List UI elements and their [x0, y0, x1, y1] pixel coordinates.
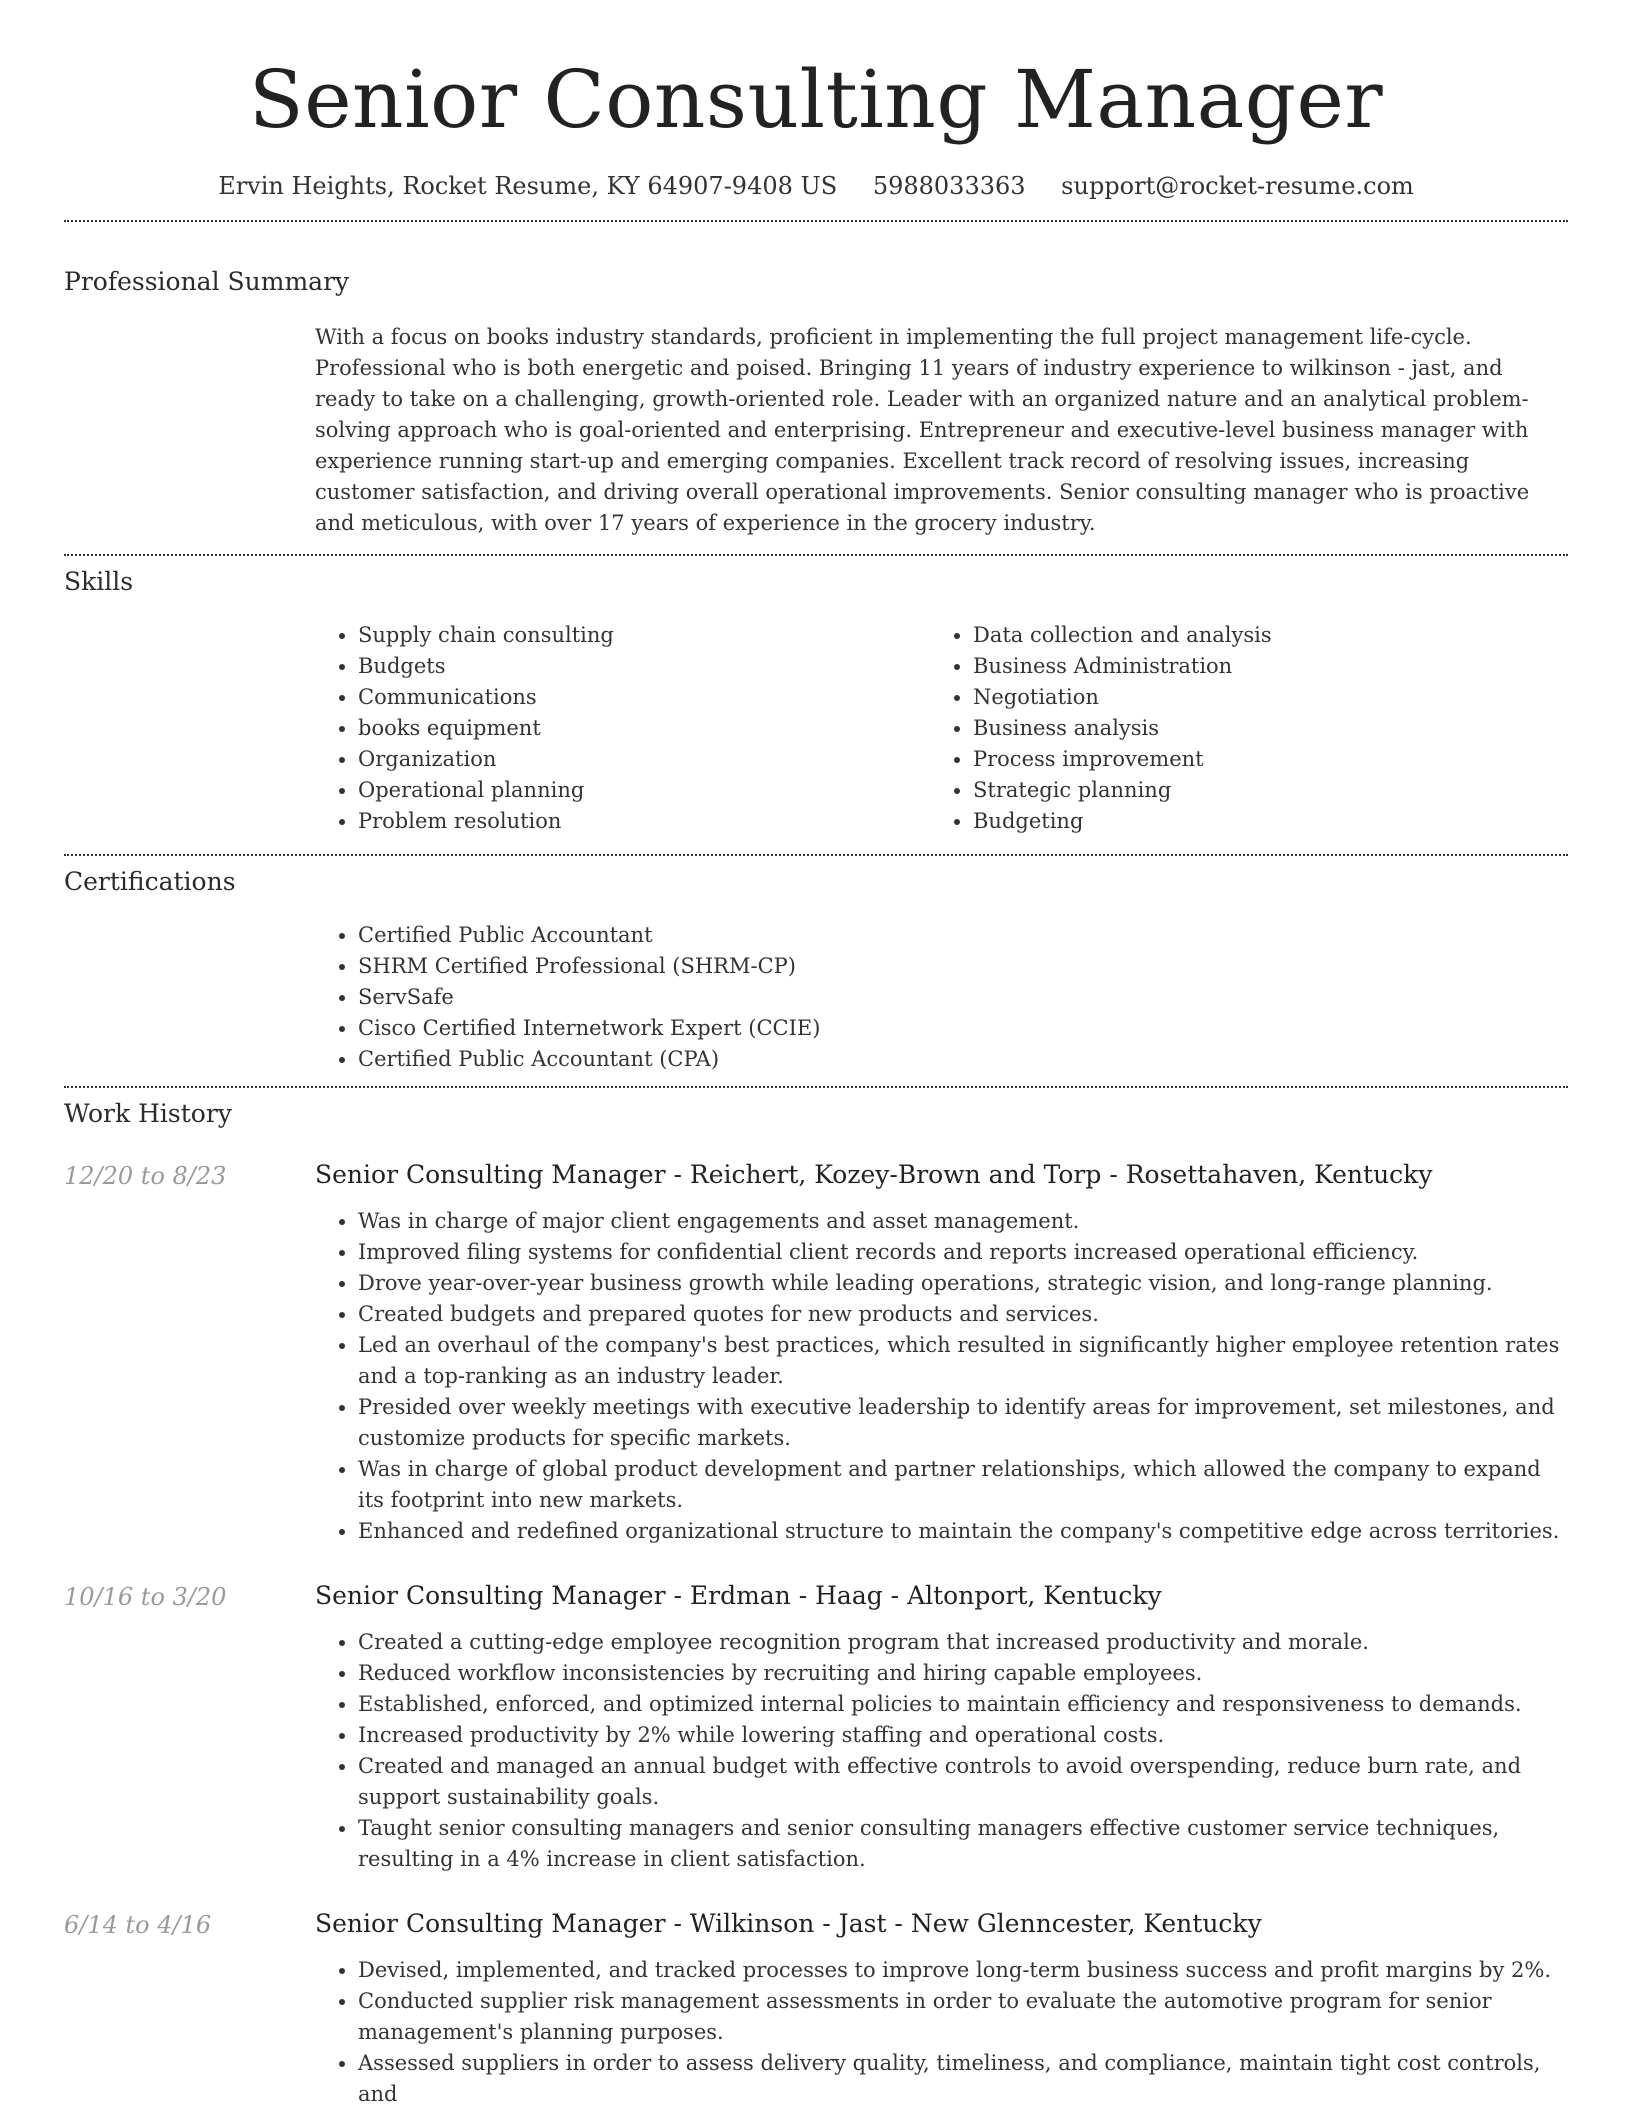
job-title: Senior Consulting Manager - Wilkinson - Jast - New Glenncester, Kentucky — [315, 1909, 1262, 1938]
contact-address: Ervin Heights, Rocket Resume, KY 64907-9408 US — [218, 172, 838, 200]
job-bullet: • Drove year-over-year business growth while leading operations, strategic vision, and long-range planning. — [358, 1268, 1568, 1299]
skills-heading: Skills — [64, 567, 134, 596]
job-bullets — [315, 1627, 1568, 1875]
job-title: Senior Consulting Manager - Erdman - Haag - Altonport, Kentucky — [315, 1581, 1162, 1610]
job-bullets-wrap — [315, 1955, 1568, 2110]
job-bullet: • Established, enforced, and optimized internal policies to maintain efficiency and responsiveness to demands. — [358, 1689, 1568, 1720]
certification-item: • Certified Public Accountant (CPA) — [358, 1044, 1568, 1075]
job-bullet: • Improved filing systems for confidential client records and reports increased operational efficiency. — [358, 1237, 1568, 1268]
job-bullet: • Conducted supplier risk management assessments in order to evaluate the automotive program for senior management's planning purposes. — [358, 1986, 1568, 2048]
job-dates: 12/20 to 8/23 — [64, 1162, 227, 1190]
resume-name: Senior Consulting Manager — [248, 53, 1384, 146]
certification-item: • SHRM Certified Professional (SHRM-CP) — [358, 951, 1568, 982]
skills-grid — [315, 620, 1568, 837]
job-bullet: • Created a cutting-edge employee recognition program that increased productivity and morale. — [358, 1627, 1568, 1658]
job-bullets-wrap — [315, 1206, 1568, 1547]
skill-item: • Budgets — [358, 651, 930, 682]
job-bullets-wrap — [315, 1627, 1568, 1875]
work-history-section — [64, 1088, 1568, 2110]
skill-item: • Supply chain consulting — [358, 620, 930, 651]
skill-item: • Data collection and analysis — [973, 620, 1545, 651]
work-history-heading: Work History — [64, 1099, 232, 1128]
job-bullets — [315, 1955, 1568, 2110]
job-entry — [64, 1907, 1568, 2110]
job-bullet: • Created budgets and prepared quotes for new products and services. — [358, 1299, 1568, 1330]
job-dates: 6/14 to 4/16 — [64, 1911, 212, 1939]
job-bullet: • Enhanced and redefined organizational structure to maintain the company's competitive edge across territories. — [358, 1516, 1568, 1547]
job-bullet: • Created and managed an annual budget with effective controls to avoid overspending, reduce burn rate, and support sustainability goals. — [358, 1751, 1568, 1813]
skill-item: • Business analysis — [973, 713, 1545, 744]
job-dates: 10/16 to 3/20 — [64, 1583, 227, 1611]
certifications-heading: Certifications — [64, 867, 236, 896]
job-bullet: • Assessed suppliers in order to assess delivery quality, timeliness, and compliance, maintain tight cost controls, and — [358, 2048, 1568, 2110]
job-title: Senior Consulting Manager - Reichert, Kozey-Brown and Torp - Rosettahaven, Kentucky — [315, 1160, 1433, 1189]
skills-column-right — [930, 620, 1545, 837]
skills-list-right — [930, 620, 1545, 837]
summary-section — [64, 222, 1568, 539]
contact-line — [64, 170, 1568, 202]
certification-item: • Certified Public Accountant — [358, 920, 1568, 951]
job-entry — [64, 1158, 1568, 1547]
resume-page — [64, 0, 1568, 2110]
skill-item: • Process improvement — [973, 744, 1545, 775]
contact-email: support@rocket-resume.com — [1061, 172, 1414, 200]
job-bullet: • Presided over weekly meetings with executive leadership to identify areas for improvement, set milestones, and customize products for specific markets. — [358, 1392, 1568, 1454]
job-bullet: • Was in charge of major client engagements and asset management. — [358, 1206, 1568, 1237]
skills-list-left — [315, 620, 930, 837]
job-bullet: • Devised, implemented, and tracked processes to improve long-term business success and profit margins by 2%. — [358, 1955, 1568, 1986]
certifications-section — [64, 856, 1568, 1075]
job-bullet: • Taught senior consulting managers and senior consulting managers effective customer service techniques, resulting in a 4% increase in client satisfaction. — [358, 1813, 1568, 1875]
summary-heading: Professional Summary — [64, 267, 350, 296]
certifications-list — [315, 920, 1568, 1075]
skill-item: • Organization — [358, 744, 930, 775]
skills-column-left — [315, 620, 930, 837]
skill-item: • Negotiation — [973, 682, 1545, 713]
skill-item: • Operational planning — [358, 775, 930, 806]
skill-item: • books equipment — [358, 713, 930, 744]
skills-section — [64, 556, 1568, 837]
certifications-list-wrap — [315, 920, 1568, 1075]
skill-item: • Strategic planning — [973, 775, 1545, 806]
skill-item: • Communications — [358, 682, 930, 713]
skill-item: • Business Administration — [973, 651, 1545, 682]
job-bullet: • Was in charge of global product development and partner relationships, which allowed the company to expand its footprint into new markets. — [358, 1454, 1568, 1516]
skill-item: • Problem resolution — [358, 806, 930, 837]
job-bullet: • Increased productivity by 2% while lowering staffing and operational costs. — [358, 1720, 1568, 1751]
job-entry — [64, 1579, 1568, 1875]
skill-item: • Budgeting — [973, 806, 1545, 837]
job-bullet: • Led an overhaul of the company's best practices, which resulted in significantly higher employee retention rates and a top-ranking as an industry leader. — [358, 1330, 1568, 1392]
summary-text: With a focus on books industry standards, proficient in implementing the full project management life-cycle. Professional who is both energetic and poised. Bringing 11 years of industry experience to wilkinson - jast, and ready to take on a challenging, growth-oriented role. Leader with an organized nature and an analytical problem-solving approach who is goal-oriented and enterprising. Entrepreneur and executive-level business manager with experience running start-up and emerging companies. Excellent track record of resolving issues, increasing customer satisfaction, and driving overall operational improvements. Senior consulting manager who is proactive and meticulous, with over 17 years of experience in the grocery industry. — [315, 325, 1530, 535]
certification-item: • ServSafe — [358, 982, 1568, 1013]
job-bullets — [315, 1206, 1568, 1547]
contact-phone: 5988033363 — [872, 172, 1026, 200]
certification-item: • Cisco Certified Internetwork Expert (CCIE) — [358, 1013, 1568, 1044]
resume-header — [64, 0, 1568, 202]
job-bullet: • Reduced workflow inconsistencies by recruiting and hiring capable employees. — [358, 1658, 1568, 1689]
